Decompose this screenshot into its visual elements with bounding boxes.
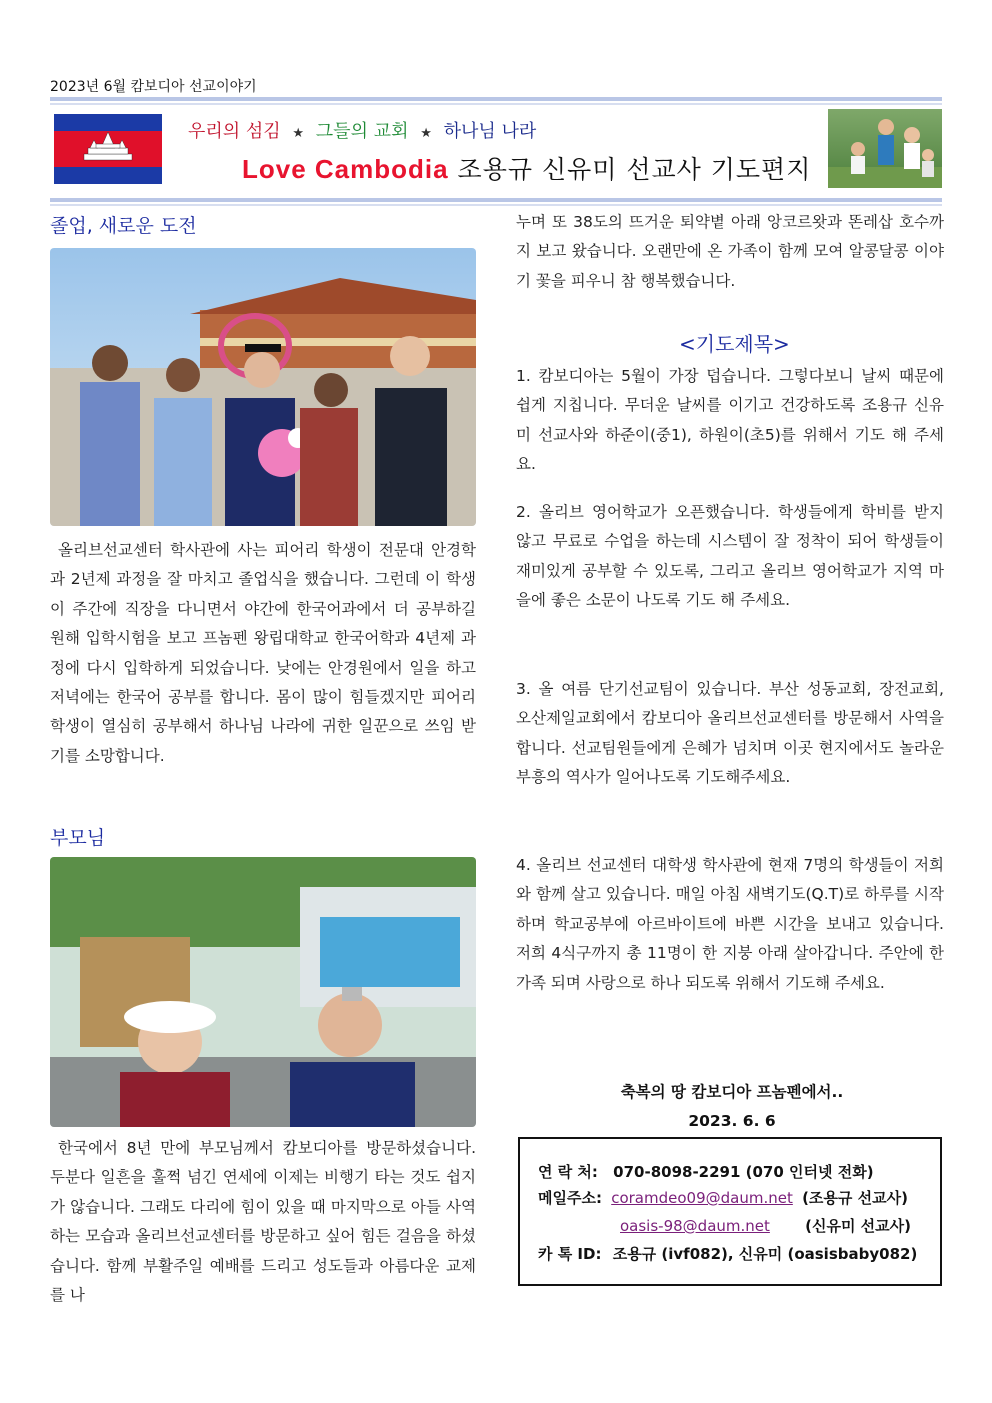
tagline-part-3: 하나님 나라	[443, 121, 537, 142]
title-korean: 조용규 신유미 선교사 기도편지	[457, 155, 812, 184]
graduation-paragraph	[50, 536, 476, 771]
header-divider-bottom	[50, 198, 942, 202]
tagline-part-1: 우리의 섬김	[188, 121, 281, 142]
kakao-value: 조용규 (ivf082), 신유미 (oasisbaby082)	[612, 1245, 918, 1263]
prayer-title: <기도제목>	[679, 332, 790, 356]
email-link-2[interactable]: oasis-98@daum.net	[620, 1217, 770, 1235]
page-title	[242, 150, 811, 186]
blessing-line: 축복의 땅 캄보디아 프놈펜에서..	[620, 1083, 844, 1101]
prayer-item-3	[516, 675, 944, 793]
contact-phone-row	[538, 1161, 874, 1182]
section-heading-graduation: 졸업, 새로운 도전	[50, 215, 197, 237]
header-divider-bottom-thin	[50, 204, 942, 206]
contact-email-row-1	[538, 1187, 908, 1208]
graduation-photo	[50, 248, 476, 526]
kakao-label: 카 톡 ID:	[538, 1245, 602, 1263]
prayer-text-3: 3. 올 여름 단기선교팀이 있습니다. 부산 성동교회, 장전교회, 오산제일교회에서 캄보디아 올리브선교센터를 방문해서 사역을 합니다. 선교팀원들에게 은혜가 넘치며 이곳 현지에서도 놀라운 부흥의 역사가 일어나도록 기도해주세요.	[516, 680, 944, 787]
continuation-paragraph	[516, 208, 944, 296]
prayer-text-4: 4. 올리브 선교센터 대학생 학사관에 현재 7명의 학생들이 저희와 함께 살고 있습니다. 매일 아침 새벽기도(Q.T)로 하루를 시작하며 학교공부에 아르바이트에 바쁜 시간을 보내고 있습니다. 저희 4식구까지 총 11명이 한 지붕 아래 살아갑니다. 주안에 한 가족 되며 사랑으로 하나 되도록 위해서 기도해 주세요.	[516, 856, 944, 992]
email-owner-2: (신유미 선교사)	[805, 1217, 911, 1235]
email-owner-1: (조용규 선교사)	[802, 1189, 908, 1207]
blessing-date: 2023. 6. 6	[688, 1112, 776, 1130]
phone-label: 연 락 처:	[538, 1163, 598, 1181]
parents-photo	[50, 857, 476, 1127]
email-link-1[interactable]: coramdeo09@daum.net	[611, 1189, 793, 1207]
prayer-item-4	[516, 851, 944, 998]
star-icon: ★	[420, 126, 432, 141]
graduation-text: 올리브선교센터 학사관에 사는 피어리 학생이 전문대 안경학과 2년제 과정을 잘 마치고 졸업식을 했습니다. 그런데 이 학생이 주간에 직장을 다니면서 야간에 한국어과에서 더 공부하길 원해 입학시험을 보고 프놈펜 왕립대학교 한국어학과 4년제 과정에 다시 입학하게 되었습니다. 낮에는 안경원에서 일을 하고 저녁에는 한국어 공부를 합니다. 몸이 많이 힘들겠지만 피어리 학생이 열심히 공부해서 하나님 나라에 귀한 일꾼으로 쓰임 받기를 소망합니다.	[50, 541, 476, 765]
parents-text: 한국에서 8년 만에 부모님께서 캄보디아를 방문하셨습니다. 두분다 일흔을 훌쩍 넘긴 연세에 이제는 비행기 타는 것도 쉽지가 않습니다. 그래도 다리에 힘이 있을 때 마지막으로 아들 사역하는 모습과 올리브선교센터를 방문하고 싶어 힘든 걸음을 하셨습니다. 함께 부활주일 예배를 드리고 성도들과 아름다운 교제를 나	[50, 1139, 476, 1305]
header-date-line: 2023년 6월 캄보디아 선교이야기	[50, 79, 257, 95]
phone-value: 070-8098-2291 (070 인터넷 전화)	[613, 1163, 874, 1181]
prayer-text-1: 1. 캄보디아는 5월이 가장 덥습니다. 그렇다보니 날씨 때문에 쉽게 지칩니다. 무더운 날씨를 이기고 건강하도록 조용규 신유미 선교사와 하준이(중1), 하원이(초5)를 위해서 기도 해 주세요.	[516, 367, 944, 474]
prayer-item-2	[516, 498, 944, 616]
header-divider-top-thin	[50, 103, 942, 105]
tagline	[188, 117, 536, 143]
family-photo	[828, 109, 942, 188]
header-divider-top	[50, 97, 942, 101]
continuation-text: 누며 또 38도의 뜨거운 퇴약볕 아래 앙코르왓과 똔레삽 호수까지 보고 왔습니다. 오랜만에 온 가족이 함께 모여 알콩달콩 이야기 꽃을 피우니 참 행복했습니다.	[516, 213, 944, 290]
prayer-text-2: 2. 올리브 영어학교가 오픈했습니다. 학생들에게 학비를 받지 않고 무료로 수업을 하는데 시스템이 잘 정착이 되어 학생들이 재미있게 공부할 수 있도록, 그리고 올리브 영어학교가 지역 마을에 좋은 소문이 나도록 기도 해 주세요.	[516, 503, 944, 610]
contact-email-row-2	[620, 1215, 911, 1236]
contact-kakao-row	[538, 1243, 917, 1264]
star-icon: ★	[292, 126, 305, 141]
tagline-part-2: 그들의 교회	[315, 121, 409, 142]
contact-box	[518, 1137, 942, 1286]
blessing-block	[520, 1078, 944, 1136]
cambodia-flag-image	[54, 114, 162, 184]
section-heading-parents: 부모님	[50, 827, 106, 849]
title-english: Love Cambodia	[242, 154, 449, 184]
prayer-item-1	[516, 362, 944, 480]
email-label: 메일주소:	[538, 1189, 602, 1207]
parents-paragraph	[50, 1134, 476, 1310]
